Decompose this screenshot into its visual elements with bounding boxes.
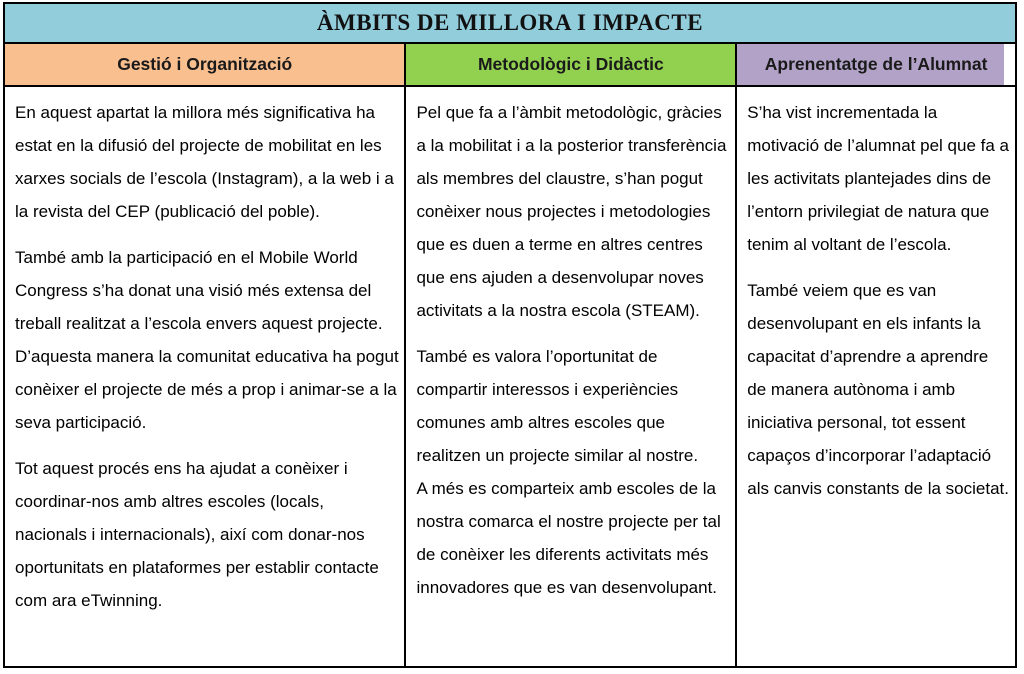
table-title: ÀMBITS DE MILLORA I IMPACTE bbox=[5, 4, 1015, 44]
paragraph: D’aquesta manera la comunitat educativa ha pogut conèixer el projecte de més a prop i animar-se a la seva participació. bbox=[15, 347, 399, 432]
column-header-gestio-i-organitzacio: Gestió i Organització bbox=[5, 44, 406, 87]
paragraph: S’ha vist incrementada la motivació de l’alumnat pel que fa a les activitats plantejades dins de l’entorn privilegiat de natura que tenim al voltant de l’escola. bbox=[747, 103, 1009, 254]
column-header-aprenentatge-alumnat: Aprenentatge de l’Alumnat bbox=[737, 44, 1015, 87]
impact-table bbox=[3, 2, 1017, 668]
column-header-metodologic-i-didactic: Metodològic i Didàctic bbox=[406, 44, 737, 87]
paragraph: També es valora l’oportunitat de compartir interessos i experiències comunes amb altres escoles que realitzen un projecte similar al nostre. bbox=[416, 347, 699, 465]
paragraph: També veiem que es van desenvolupant en els infants la capacitat d’aprendre a aprendre de manera autònoma i amb iniciativa personal, tot essent capaços d’incorporar l’adaptació als canvis constants de la societat. bbox=[747, 281, 1009, 498]
paragraph: Tot aquest procés ens ha ajudat a conèixer i coordinar-nos amb altres escoles (locals, nacionals i internacionals), així com donar-nos oportunitats en plataformes per establir contacte com ara eTwinning. bbox=[15, 459, 379, 610]
body-cell-aprenentatge bbox=[737, 87, 1015, 666]
paragraph: A més es comparteix amb escoles de la nostra comarca el nostre projecte per tal de conèixer les diferents activitats més innovadores que es van desenvolupant. bbox=[416, 479, 721, 597]
paragraph: Pel que fa a l’àmbit metodològic, gràcies a la mobilitat i a la posterior transferència als membres del claustre, s’han pogut conèixer nous projectes i metodologies que es duen a terme en altres centres que ens ajuden a desenvolupar noves activitats a la nostra escola (STEAM). bbox=[416, 103, 727, 320]
body-cell-metodologic bbox=[406, 87, 737, 666]
body-cell-gestio bbox=[5, 87, 406, 666]
paragraph: En aquest apartat la millora més significativa ha estat en la difusió del projecte de mobilitat en les xarxes socials de l’escola (Instagram), a la web i a la revista del CEP (publicació del poble). bbox=[15, 103, 394, 221]
paragraph: També amb la participació en el Mobile World Congress s’ha donat una visió més extensa del treball realitzat a l’escola envers aquest projecte. bbox=[15, 248, 383, 333]
